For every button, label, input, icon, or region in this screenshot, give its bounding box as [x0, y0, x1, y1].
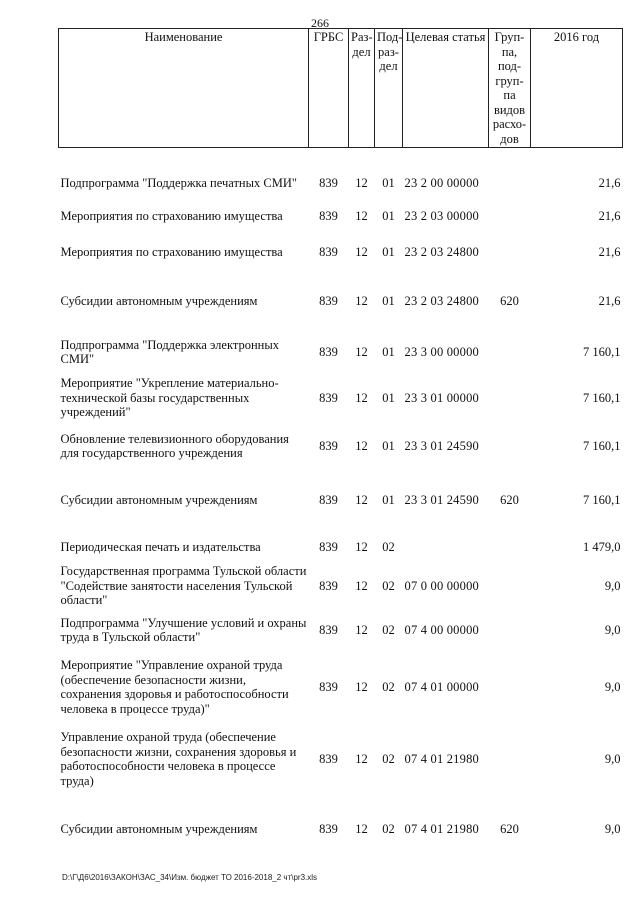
- table-row: [59, 562, 623, 610]
- row-target: 23 2 00 00000: [404, 175, 479, 190]
- row-target: 23 3 01 00000: [404, 390, 479, 405]
- header-group: Груп-па, под-груп-па видов расхо-дов: [489, 29, 531, 148]
- row-target: 07 4 01 21980: [404, 821, 479, 836]
- header-podrazdel: Под-раз-дел: [375, 29, 403, 148]
- row-target: 07 4 01 00000: [404, 679, 479, 694]
- row-podrazdel: 02: [382, 679, 395, 694]
- table-spacer: [59, 148, 623, 169]
- row-amount: 9,0: [604, 679, 621, 694]
- row-amount: 9,0: [604, 751, 621, 766]
- header-razdel: Раз-дел: [349, 29, 375, 148]
- row-razdel: 12: [355, 438, 368, 453]
- row-group: [489, 650, 531, 724]
- row-group: [489, 532, 531, 562]
- row-podrazdel: 02: [382, 539, 395, 554]
- row-name: Подпрограмма "Поддержка печатных СМИ": [60, 175, 297, 190]
- row-group: 620: [500, 293, 519, 308]
- row-name: Периодическая печать и издательства: [60, 539, 261, 554]
- row-amount: 7 160,1: [583, 492, 621, 507]
- row-group: 620: [500, 492, 519, 507]
- row-podrazdel: 01: [382, 344, 395, 359]
- table-row: [59, 270, 623, 332]
- row-podrazdel: 01: [382, 390, 395, 405]
- row-grbs: 839: [319, 622, 338, 637]
- row-target: 07 4 00 00000: [404, 622, 479, 637]
- row-podrazdel: 01: [382, 492, 395, 507]
- row-podrazdel: 02: [382, 751, 395, 766]
- row-grbs: 839: [319, 821, 338, 836]
- row-group: [489, 610, 531, 650]
- row-grbs: 839: [319, 578, 338, 593]
- row-name: Мероприятие "Управление охраной труда (обеспечение безопасности жизни, сохранения здоровья и работоспособности человека в процессе труда)": [60, 658, 289, 716]
- row-razdel: 12: [355, 208, 368, 223]
- row-target: 07 0 00 00000: [404, 578, 479, 593]
- row-target: 23 2 03 24800: [404, 293, 479, 308]
- row-name: Субсидии автономным учреждениям: [60, 821, 258, 836]
- row-razdel: 12: [355, 175, 368, 190]
- row-podrazdel: 01: [382, 175, 395, 190]
- row-grbs: 839: [319, 679, 338, 694]
- page-number: 266: [311, 16, 329, 30]
- table-header-row: [59, 29, 623, 148]
- row-amount: 7 160,1: [583, 438, 621, 453]
- row-amount: 21,6: [598, 244, 621, 259]
- row-name: Государственная программа Тульской области "Содействие занятости населения Тульской области": [60, 564, 307, 608]
- row-podrazdel: 01: [382, 438, 395, 453]
- table-row: [59, 372, 623, 424]
- table-row: [59, 168, 623, 198]
- row-target: 23 3 01 24590: [404, 438, 479, 453]
- row-group: 620: [500, 821, 519, 836]
- row-amount: 9,0: [604, 622, 621, 637]
- row-target: 07 4 01 21980: [404, 751, 479, 766]
- row-podrazdel: 02: [382, 622, 395, 637]
- table-row: [59, 532, 623, 562]
- row-grbs: 839: [319, 390, 338, 405]
- row-razdel: 12: [355, 622, 368, 637]
- row-razdel: 12: [355, 244, 368, 259]
- row-group: [489, 198, 531, 234]
- header-name: Наименование: [59, 29, 309, 148]
- row-name: Обновление телевизионного оборудования для государственного учреждения: [60, 431, 289, 460]
- row-group: [489, 424, 531, 468]
- row-razdel: 12: [355, 390, 368, 405]
- row-group: [489, 562, 531, 610]
- row-name: Мероприятие "Укрепление материально-технической базы государственных учреждений": [60, 376, 279, 420]
- row-name: Мероприятия по страхованию имущества: [60, 208, 283, 223]
- row-podrazdel: 02: [382, 578, 395, 593]
- row-group: [489, 724, 531, 794]
- row-grbs: 839: [319, 492, 338, 507]
- table-row: [59, 198, 623, 234]
- row-grbs: 839: [319, 751, 338, 766]
- row-target: 23 2 03 24800: [404, 244, 479, 259]
- header-target: Целевая статья: [403, 29, 489, 148]
- row-grbs: 839: [319, 244, 338, 259]
- row-target: 23 3 01 24590: [404, 492, 479, 507]
- row-grbs: 839: [319, 208, 338, 223]
- row-amount: 21,6: [598, 175, 621, 190]
- row-name: Управление охраной труда (обеспечение безопасности жизни, сохранения здоровья и работоспособности человека в процессе труда): [60, 730, 297, 788]
- row-group: [489, 234, 531, 270]
- row-razdel: 12: [355, 492, 368, 507]
- row-razdel: 12: [355, 578, 368, 593]
- row-grbs: 839: [319, 293, 338, 308]
- row-grbs: 839: [319, 539, 338, 554]
- row-razdel: 12: [355, 539, 368, 554]
- header-year: 2016 год: [531, 29, 623, 148]
- table-row: [59, 332, 623, 372]
- row-amount: 7 160,1: [583, 344, 621, 359]
- row-podrazdel: 02: [382, 821, 395, 836]
- row-group: [489, 168, 531, 198]
- table-row: [59, 724, 623, 794]
- row-razdel: 12: [355, 751, 368, 766]
- row-amount: 9,0: [604, 821, 621, 836]
- row-grbs: 839: [319, 438, 338, 453]
- table-row: [59, 610, 623, 650]
- row-amount: 9,0: [604, 578, 621, 593]
- row-name: Субсидии автономным учреждениям: [60, 492, 258, 507]
- table-row: [59, 424, 623, 468]
- row-amount: 1 479,0: [583, 539, 621, 554]
- row-grbs: 839: [319, 344, 338, 359]
- row-razdel: 12: [355, 821, 368, 836]
- row-target: 23 2 03 00000: [404, 208, 479, 223]
- row-podrazdel: 01: [382, 208, 395, 223]
- row-amount: 7 160,1: [583, 390, 621, 405]
- row-name: Подпрограмма "Улучшение условий и охраны труда в Тульской области": [60, 615, 307, 644]
- row-amount: 21,6: [598, 208, 621, 223]
- row-podrazdel: 01: [382, 293, 395, 308]
- row-name: Подпрограмма "Поддержка электронных СМИ": [60, 337, 280, 366]
- row-amount: 21,6: [598, 293, 621, 308]
- row-target: [403, 532, 489, 562]
- table-row: [59, 234, 623, 270]
- file-path-footer: D:\Г\Д6\2016\ЗАКОН\ЗАС_34\Изм. бюджет ТО 2016-2018_2 чт\pr3.xls: [62, 873, 318, 882]
- row-target: 23 3 00 00000: [404, 344, 479, 359]
- row-grbs: 839: [319, 175, 338, 190]
- row-name: Мероприятия по страхованию имущества: [60, 244, 283, 259]
- table-row: [59, 794, 623, 864]
- header-grbs: ГРБС: [309, 29, 349, 148]
- table-row: [59, 468, 623, 532]
- budget-table: [58, 28, 623, 864]
- row-name: Субсидии автономным учреждениям: [60, 293, 258, 308]
- row-razdel: 12: [355, 344, 368, 359]
- row-group: [489, 332, 531, 372]
- row-razdel: 12: [355, 293, 368, 308]
- row-podrazdel: 01: [382, 244, 395, 259]
- table-row: [59, 650, 623, 724]
- row-razdel: 12: [355, 679, 368, 694]
- row-group: [489, 372, 531, 424]
